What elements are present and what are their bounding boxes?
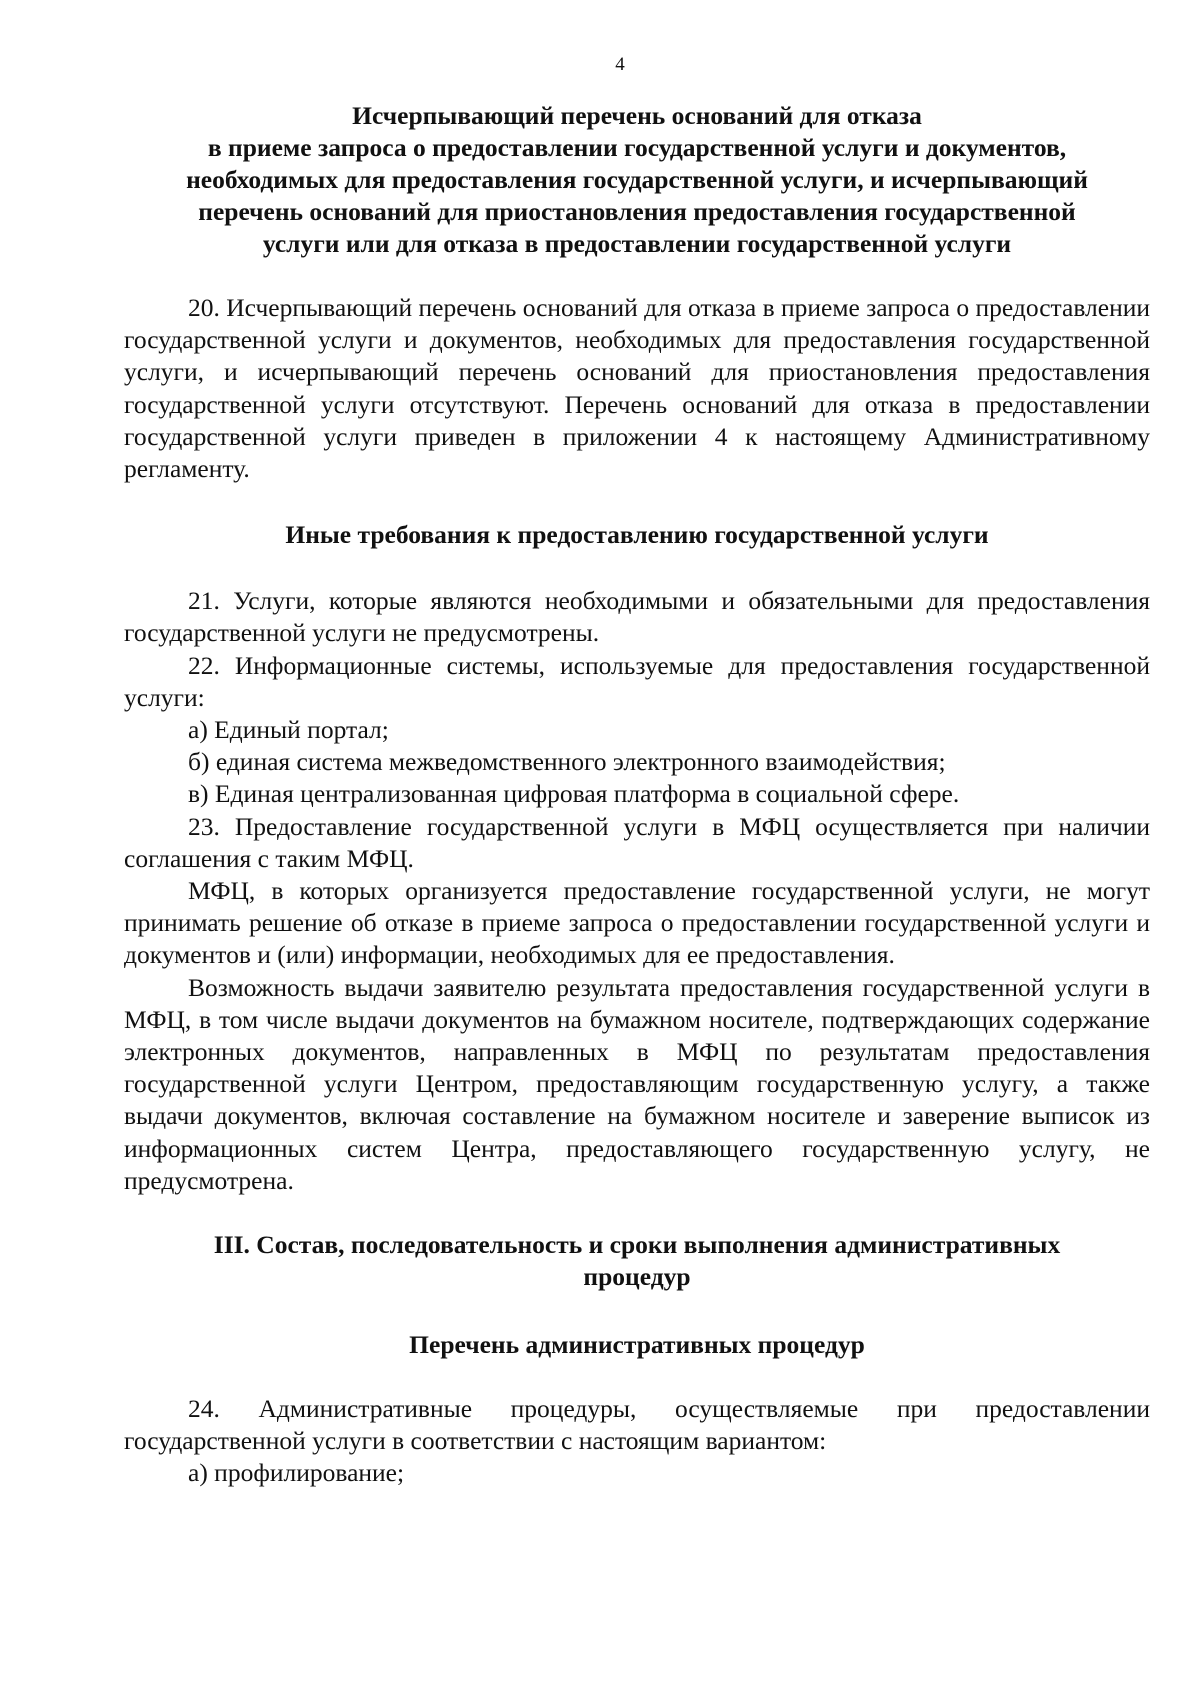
page-number: 4 bbox=[615, 54, 625, 75]
paragraph-23: 23. Предоставление государственной услуги в МФЦ осуществляется при наличии соглашения с таким МФЦ. bbox=[124, 811, 1150, 873]
list-item: в) Единая централизованная цифровая платформа в социальной сфере. bbox=[188, 779, 960, 809]
section-heading-other-requirements: Иные требования к предоставлению государственной услуги bbox=[285, 520, 989, 550]
list-item: б) единая система межведомственного электронного взаимодействия; bbox=[188, 747, 946, 777]
heading-line: услуги или для отказа в предоставлении государственной услуги bbox=[262, 229, 1012, 258]
heading-line: процедур bbox=[583, 1262, 691, 1292]
heading-line: необходимых для предоставления государственной услуги, и исчерпывающий bbox=[186, 165, 1088, 194]
section-heading-refusal-grounds bbox=[124, 100, 1150, 260]
section-heading-procedures bbox=[124, 1229, 1150, 1293]
paragraph-21: 21. Услуги, которые являются необходимыми и обязательными для предоставления государственной услуги не предусмотрены. bbox=[124, 586, 1150, 648]
list-item: а) профилирование; bbox=[188, 1458, 405, 1488]
heading-line: в приеме запроса о предоставлении государственной услуги и документов, bbox=[207, 133, 1067, 162]
document-body bbox=[124, 100, 1150, 1490]
list-item: а) Единый портал; bbox=[188, 715, 389, 745]
paragraph-23-issue: Возможность выдачи заявителю результата предоставления государственной услуги в МФЦ, в том числе выдачи документов на бумажном носителе, подтверждающих содержание электронных документов, направленных в МФЦ по результатам предоставления государственной услуги Центром, предоставляющим государственную услугу, а также выдачи документов, включая составление на бумажном носителе и заверение выписок из информационных систем Центра, предоставляющего государственную услугу, не предусмотрена. bbox=[124, 972, 1150, 1195]
heading-line: Исчерпывающий перечень оснований для отказа bbox=[352, 101, 922, 130]
paragraph-22: 22. Информационные системы, используемые для предоставления государственной услуги: bbox=[124, 650, 1150, 712]
subsection-heading-procedure-list: Перечень административных процедур bbox=[409, 1330, 865, 1360]
paragraph-23-mfc: МФЦ, в которых организуется предоставление государственной услуги, не могут принимать решение об отказе в приеме запроса о предоставлении государственной услуги и документов и (или) информации, необходимых для ее предоставления. bbox=[124, 876, 1150, 970]
heading-line: III. Состав, последовательность и сроки выполнения административных bbox=[213, 1230, 1061, 1260]
paragraph-20: 20. Исчерпывающий перечень оснований для отказа в приеме запроса о предоставлении государственной услуги и документов, необходимых для предоставления государственной услуги, и исчерпывающий перечень оснований для приостановления предоставления государственной услуги отсутствуют. Перечень оснований для отказа в предоставлении государственной услуги приведен в приложении 4 к настоящему Административному регламенту. bbox=[124, 293, 1151, 484]
heading-line: перечень оснований для приостановления предоставления государственной bbox=[198, 197, 1076, 226]
paragraph-24: 24. Административные процедуры, осуществляемые при предоставлении государственной услуги в соответствии с настоящим вариантом: bbox=[124, 1394, 1150, 1456]
